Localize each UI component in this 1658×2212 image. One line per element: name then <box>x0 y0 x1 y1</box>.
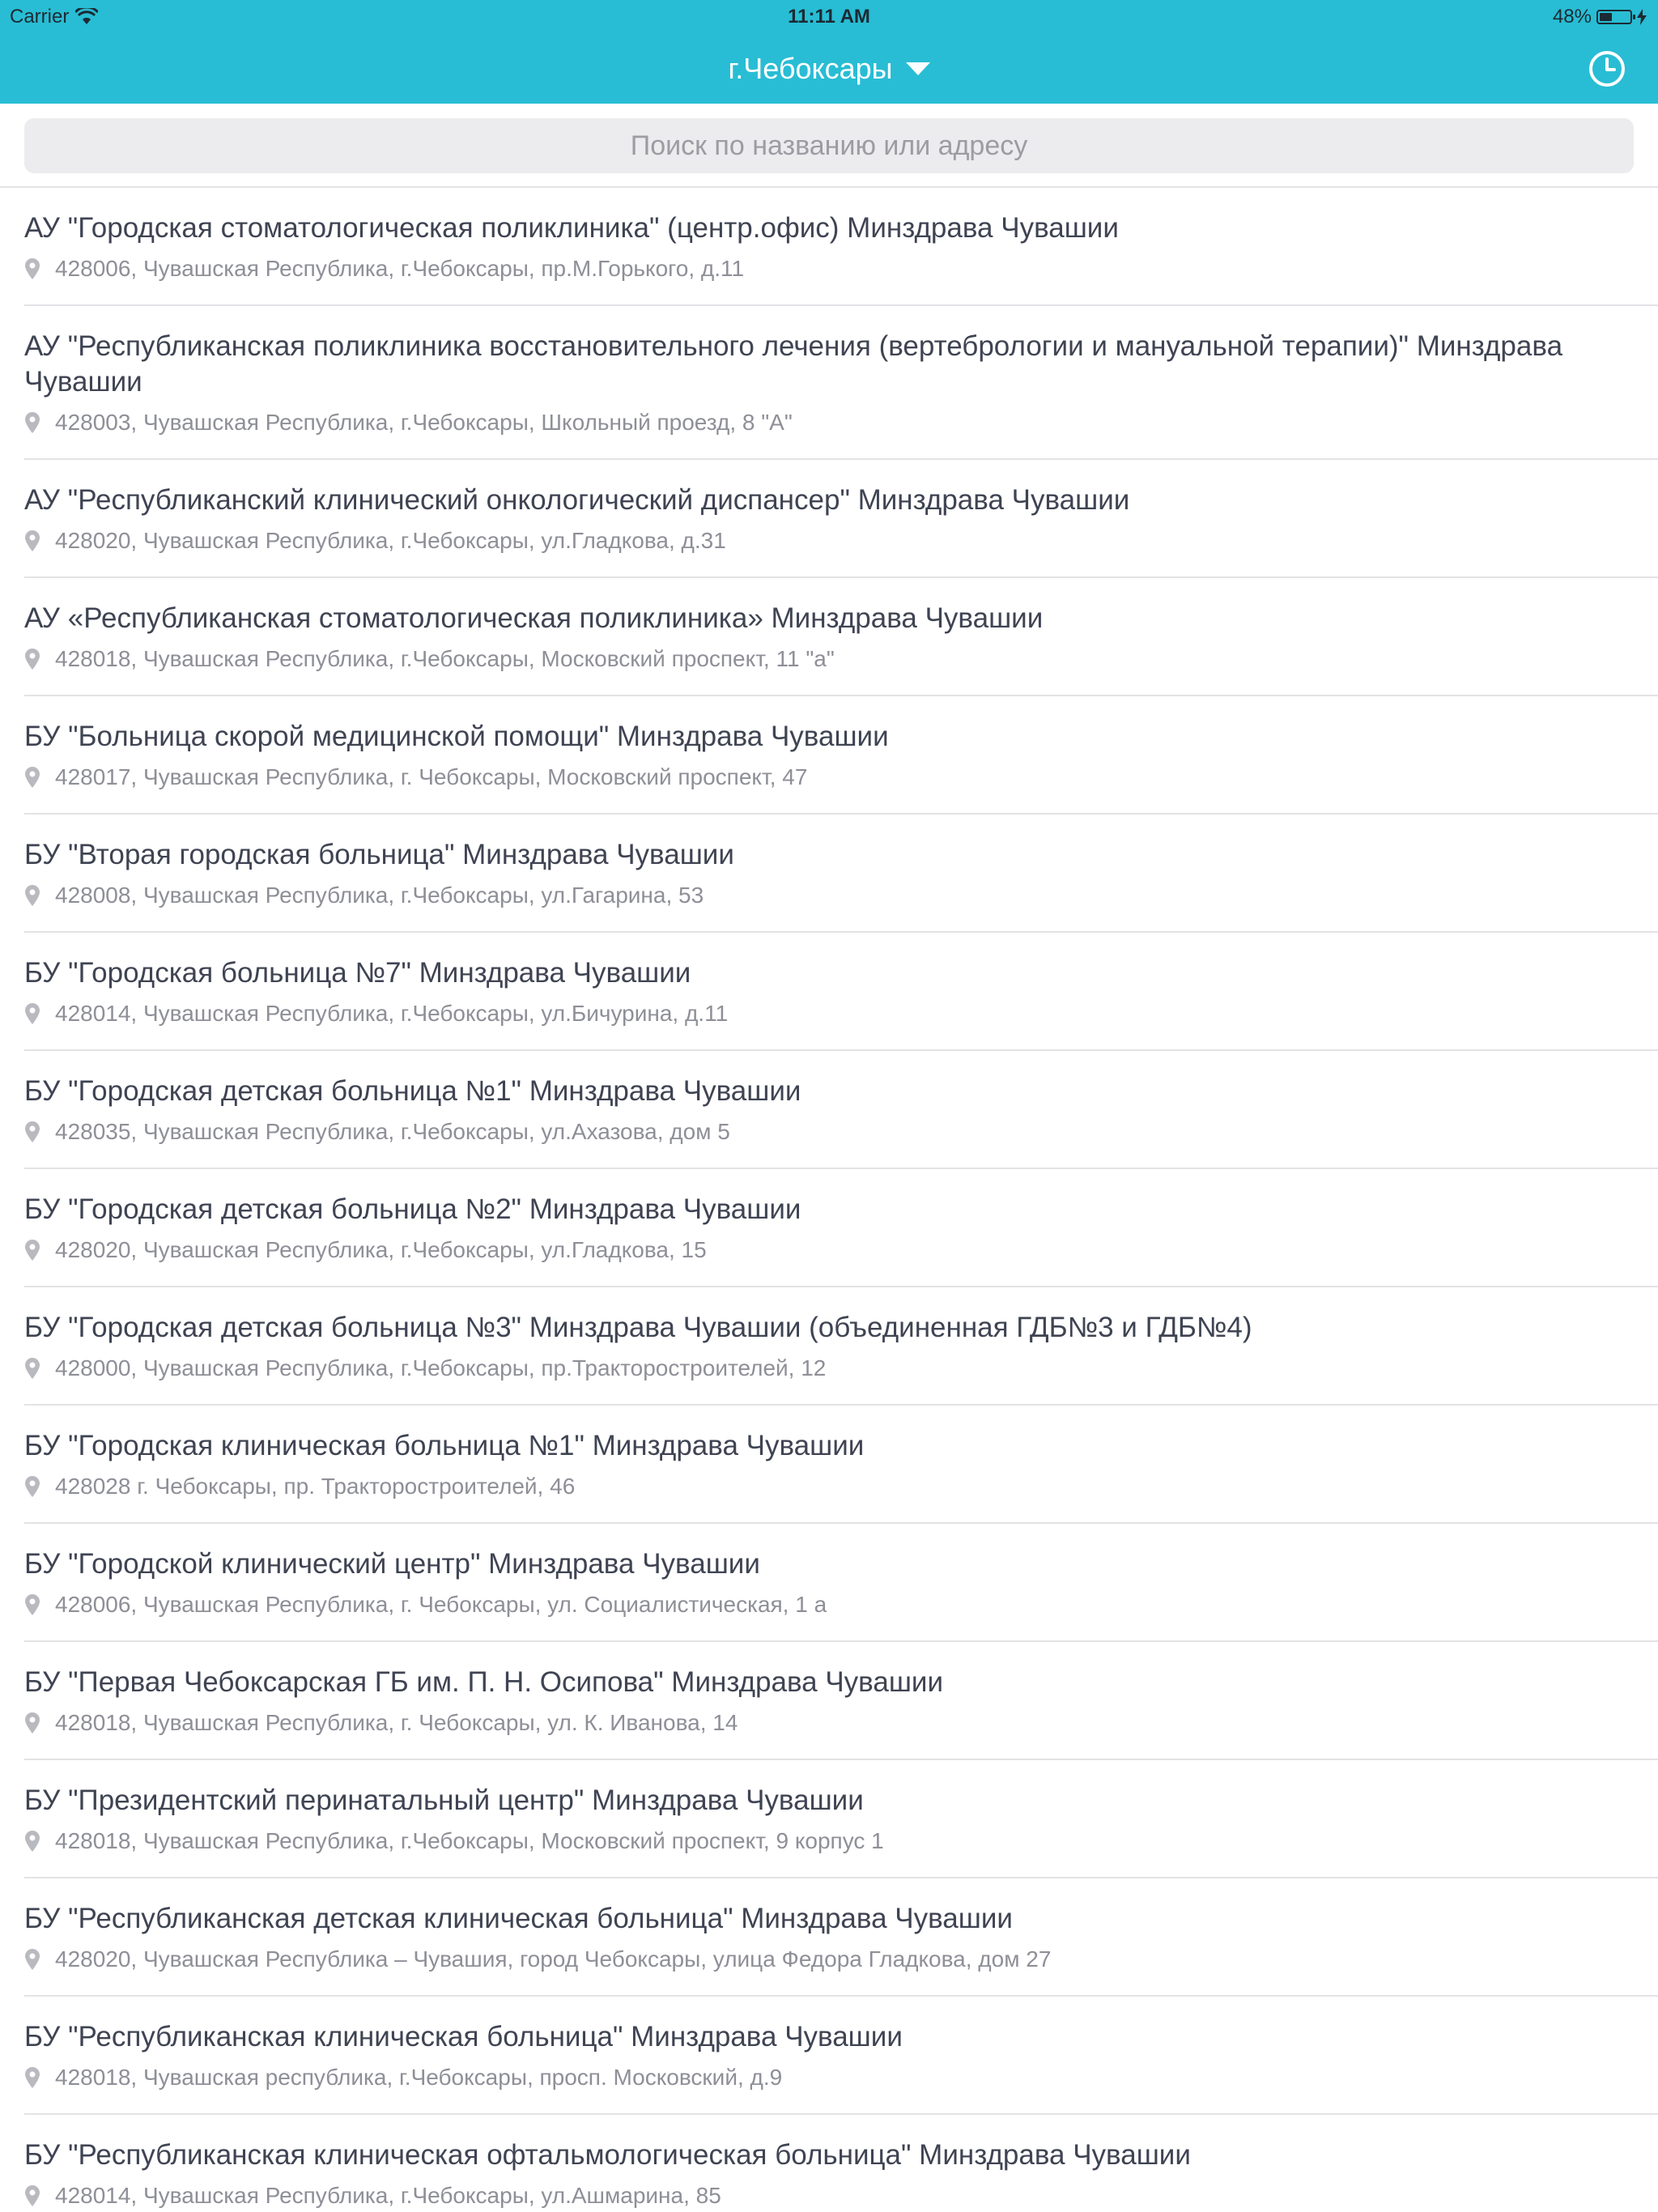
clinic-address: 428017, Чувашская Республика, г. Чебоксары, Московский проспект, 47 <box>55 764 808 789</box>
clinic-name: БУ "Республиканская клиническая больница" Минздрава Чувашии <box>24 2021 903 2052</box>
clinic-list[interactable] <box>0 188 1658 2212</box>
status-time: 11:11 AM <box>788 6 870 28</box>
nav-bar <box>0 34 1658 104</box>
clinic-address-row <box>24 764 1634 790</box>
caret-down-icon <box>906 62 930 75</box>
clinic-name: БУ "Больница скорой медицинской помощи" Минздрава Чувашии <box>24 721 889 752</box>
clinic-name: БУ "Городская клиническая больница №1" Минздрава Чувашии <box>24 1430 865 1461</box>
location-pin-icon <box>24 767 40 788</box>
location-pin-icon <box>24 1476 40 1497</box>
list-item-clinic[interactable] <box>24 1997 1658 2115</box>
clinic-address: 428006, Чувашская Республика, г.Чебоксары, пр.М.Горького, д.11 <box>55 256 745 281</box>
search-bar <box>0 104 1658 188</box>
clinic-address-row <box>24 883 1634 908</box>
list-item-clinic[interactable] <box>24 188 1658 306</box>
clinic-name: БУ "Первая Чебоксарская ГБ им. П. Н. Осипова" Минздрава Чувашии <box>24 1666 944 1698</box>
location-pin-icon <box>24 530 40 551</box>
location-pin-icon <box>24 258 40 279</box>
location-pin-icon <box>24 1240 40 1261</box>
list-item-clinic[interactable] <box>24 306 1658 460</box>
battery-icon <box>1596 10 1632 24</box>
clinic-address: 428020, Чувашская Республика – Чувашия, город Чебоксары, улица Федора Гладкова, дом 27 <box>55 1946 1052 1972</box>
clinic-name: АУ "Городская стоматологическая поликлиника" (центр.офис) Минздрава Чувашии <box>24 212 1119 244</box>
location-pin-icon <box>24 1358 40 1379</box>
location-pin-icon <box>24 2067 40 2088</box>
clinic-address-row <box>24 1828 1634 1854</box>
clinic-address-row <box>24 1592 1634 1618</box>
location-pin-icon <box>24 1712 40 1733</box>
list-item-clinic[interactable] <box>24 1406 1658 1524</box>
city-selector[interactable] <box>0 34 1658 104</box>
clinic-address: 428020, Чувашская Республика, г.Чебоксары, ул.Гладкова, 15 <box>55 1237 707 1262</box>
search-input[interactable] <box>24 118 1634 173</box>
clinic-address-row <box>24 410 1634 436</box>
location-pin-icon <box>24 885 40 906</box>
charging-icon <box>1637 9 1647 25</box>
city-label: г.Чебоксары <box>728 52 893 85</box>
clinic-address-row <box>24 2183 1634 2209</box>
clinic-address-row <box>24 256 1634 282</box>
location-pin-icon <box>24 1594 40 1615</box>
list-item-clinic[interactable] <box>24 1760 1658 1878</box>
clinic-address: 428003, Чувашская Республика, г.Чебоксары, Школьный проезд, 8 "А" <box>55 410 793 435</box>
clinic-address: 428035, Чувашская Республика, г.Чебоксары, ул.Ахазова, дом 5 <box>55 1119 730 1144</box>
clinic-address: 428014, Чувашская Республика, г.Чебоксары, ул.Бичурина, д.11 <box>55 1001 729 1026</box>
location-pin-icon <box>24 649 40 670</box>
clinic-address-row <box>24 1946 1634 1972</box>
clinic-address: 428008, Чувашская Республика, г.Чебоксары, ул.Гагарина, 53 <box>55 883 704 908</box>
clinic-address-row <box>24 1355 1634 1381</box>
list-item-clinic[interactable] <box>24 1287 1658 1406</box>
clinic-address: 428018, Чувашская Республика, г.Чебоксары, Московский проспект, 9 корпус 1 <box>55 1828 884 1853</box>
list-item-clinic[interactable] <box>24 578 1658 696</box>
location-pin-icon <box>24 1831 40 1852</box>
clinic-address: 428006, Чувашская Республика, г. Чебоксары, ул. Социалистическая, 1 а <box>55 1592 827 1617</box>
clinic-address: 428018, Чувашская Республика, г. Чебоксары, ул. К. Иванова, 14 <box>55 1710 738 1735</box>
carrier-label: Carrier <box>10 6 70 28</box>
clinic-name: БУ "Городская больница №7" Минздрава Чувашии <box>24 957 691 989</box>
list-item-clinic[interactable] <box>24 696 1658 815</box>
location-pin-icon <box>24 412 40 433</box>
clinic-address-row <box>24 1237 1634 1263</box>
clinic-address-row <box>24 1001 1634 1027</box>
clinic-name: БУ "Республиканская детская клиническая больница" Минздрава Чувашии <box>24 1903 1013 1934</box>
clinic-address-row <box>24 528 1634 554</box>
clinic-address-row <box>24 646 1634 672</box>
clinic-address-row <box>24 1474 1634 1499</box>
clinic-address: 428014, Чувашская Республика, г.Чебоксары, ул.Ашмарина, 85 <box>55 2183 721 2208</box>
location-pin-icon <box>24 1003 40 1024</box>
clinic-name: БУ "Городская детская больница №3" Минздрава Чувашии (объединенная ГДБ№3 и ГДБ№4) <box>24 1312 1252 1343</box>
list-item-clinic[interactable] <box>24 1169 1658 1287</box>
clinic-address: 428020, Чувашская Республика, г.Чебоксары, ул.Гладкова, д.31 <box>55 528 726 553</box>
list-item-clinic[interactable] <box>24 1642 1658 1760</box>
clinic-address: 428018, Чувашская республика, г.Чебоксары, просп. Московский, д.9 <box>55 2065 783 2090</box>
clinic-name: БУ "Вторая городская больница" Минздрава Чувашии <box>24 839 734 870</box>
list-item-clinic[interactable] <box>24 933 1658 1051</box>
clinic-address: 428028 г. Чебоксары, пр. Тракторостроителей, 46 <box>55 1474 576 1499</box>
location-pin-icon <box>24 2185 40 2206</box>
clinic-name: БУ "Президентский перинатальный центр" Минздрава Чувашии <box>24 1784 864 1816</box>
list-item-clinic[interactable] <box>24 1878 1658 1997</box>
clinic-name: БУ "Городская детская больница №1" Минздрава Чувашии <box>24 1075 801 1107</box>
location-pin-icon <box>24 1121 40 1142</box>
clinic-address-row <box>24 2065 1634 2091</box>
clinic-address: 428000, Чувашская Республика, г.Чебоксары, пр.Тракторостроителей, 12 <box>55 1355 827 1380</box>
history-clock-icon[interactable] <box>1588 50 1626 87</box>
clinic-name: БУ "Республиканская клиническая офтальмологическая больница" Минздрава Чувашии <box>24 2139 1191 2171</box>
clinic-name: АУ "Республиканская поликлиника восстановительного лечения (вертебрологии и мануальной терапии)" Минздрава Чувашии <box>24 330 1563 398</box>
list-item-clinic[interactable] <box>24 2115 1658 2212</box>
clinic-name: БУ "Городской клинический центр" Минздрава Чувашии <box>24 1548 760 1580</box>
clinic-name: АУ «Республиканская стоматологическая поликлиника» Минздрава Чувашии <box>24 602 1044 634</box>
location-pin-icon <box>24 1949 40 1970</box>
clinic-name: БУ "Городская детская больница №2" Минздрава Чувашии <box>24 1193 801 1225</box>
list-item-clinic[interactable] <box>24 815 1658 933</box>
clinic-address: 428018, Чувашская Республика, г.Чебоксары, Московский проспект, 11 "а" <box>55 646 835 671</box>
clinic-address-row <box>24 1710 1634 1736</box>
status-bar <box>0 0 1658 34</box>
clinic-address-row <box>24 1119 1634 1145</box>
clinic-name: АУ "Республиканский клинический онкологический диспансер" Минздрава Чувашии <box>24 484 1130 516</box>
list-item-clinic[interactable] <box>24 1524 1658 1642</box>
status-right <box>1553 0 1647 34</box>
list-item-clinic[interactable] <box>24 460 1658 578</box>
battery-percent: 48% <box>1552 6 1592 28</box>
list-item-clinic[interactable] <box>24 1051 1658 1169</box>
